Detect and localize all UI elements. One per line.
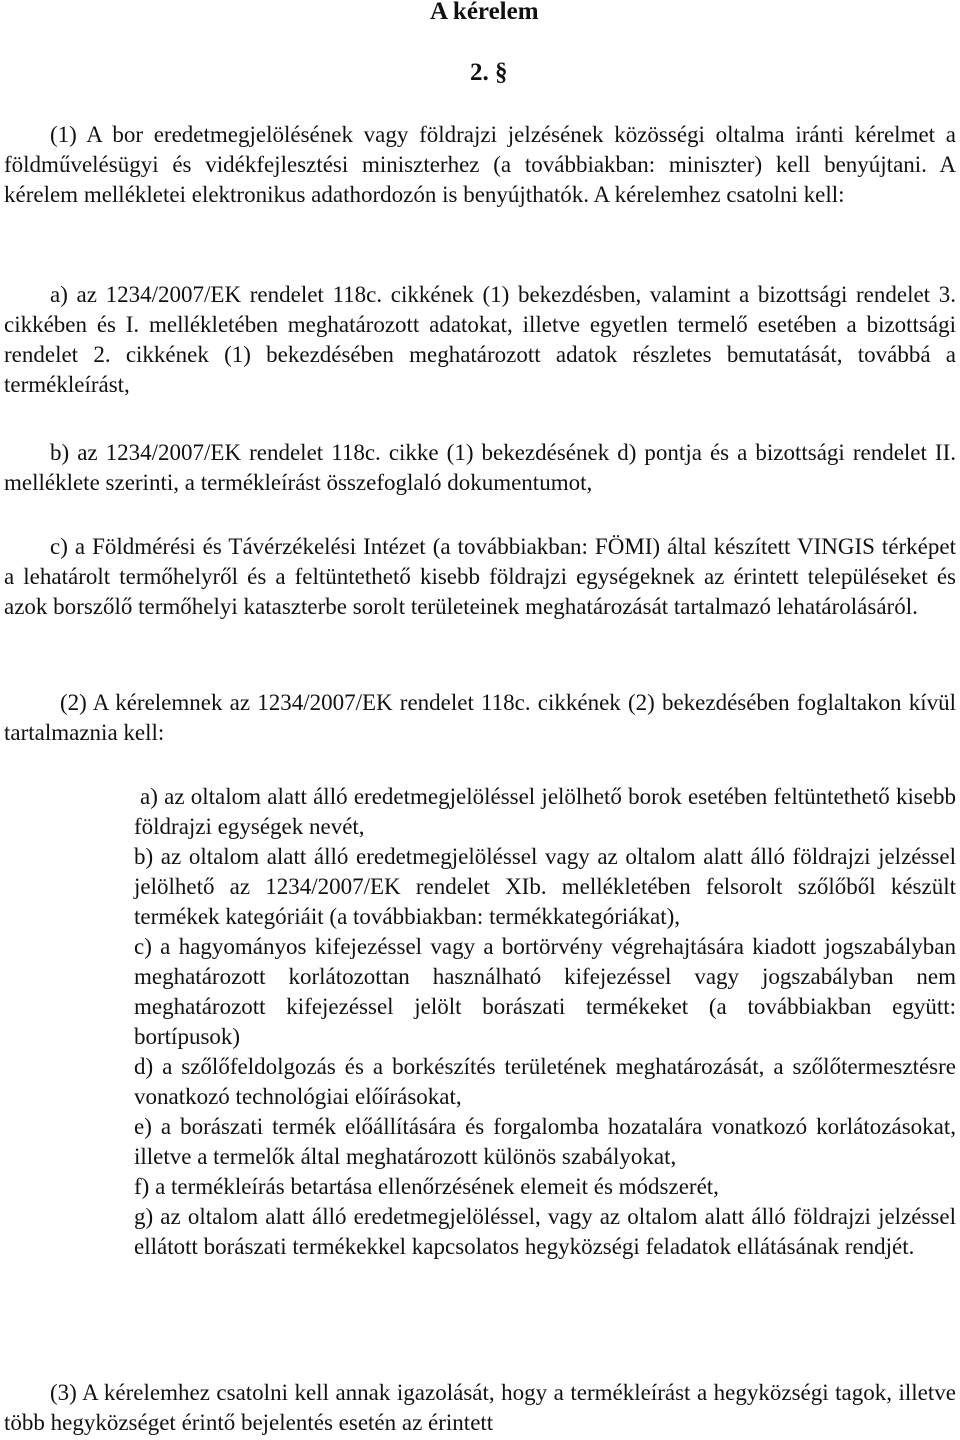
paragraph-1-item-b: b) az 1234/2007/EK rendelet 118c. cikke (1) bekezdésének d) pontja és a bizottsági rendelet II. melléklete szerinti, a termékleírást összefoglaló dokumentumot, <box>4 440 956 495</box>
paragraph-2-item-c: c) a hagyományos kifejezéssel vagy a bortörvény végrehajtására kiadott jogszabályban meghatározott korlátozottan használható kifejezéssel vagy jogszabályban nem meghatározott kifejezéssel jelölt borászati termékeket (a továbbiakban együtt: bortípusok) <box>134 934 956 1049</box>
paragraph-1-item-c: c) a Földmérési és Távérzékelési Intézet (a továbbiakban: FÖMI) által készített VINGIS térképet a lehatárolt termőhelyről és a feltüntethető kisebb földrajzi egységeknek az érintett településeket és azok borszőlő termőhelyi kataszterbe sorolt területeinek meghatározását tartalmazó lehatárolásáról. <box>4 534 956 619</box>
document-title: A kérelem <box>430 0 539 25</box>
paragraph-2-list <box>134 782 956 1262</box>
paragraph-2-item-a: a) az oltalom alatt álló eredetmegjelöléssel jelölhető borok esetében feltüntethető kisebb földrajzi egységek nevét, <box>134 784 956 839</box>
paragraph-3-intro: (3) A kérelemhez csatolni kell annak igazolását, hogy a termékleírást a hegyközségi tagok, illetve több hegyközséget érintő bejelentés esetén az érintett <box>4 1380 956 1435</box>
section-number: 2. § <box>470 59 508 86</box>
paragraph-2-item-d: d) a szőlőfeldolgozás és a borkészítés területének meghatározását, a szőlőtermesztésre vonatkozó technológiai előírásokat, <box>134 1054 956 1109</box>
paragraph-1-item-a: a) az 1234/2007/EK rendelet 118c. cikkének (1) bekezdésben, valamint a bizottsági rendelet 3. cikkében és I. mellékletében meghatározott adatokat, illetve egyetlen termelő esetében a bizottsági rendelet 2. cikkének (1) bekezdésében meghatározott adatok részletes bemutatását, továbbá a termékleírást, <box>4 282 956 397</box>
paragraph-2-item-b: b) az oltalom alatt álló eredetmegjelöléssel vagy az oltalom alatt álló földrajzi jelzéssel jelölhető az 1234/2007/EK rendelet XIb. mellékletében felsorolt szőlőből készült termékek kategóriáit (a továbbiakban: termékkategóriákat), <box>134 844 956 929</box>
paragraph-2-item-e: e) a borászati termék előállítására és forgalomba hozatalára vonatkozó korlátozásokat, illetve a termelők által meghatározott különös szabályokat, <box>134 1114 956 1169</box>
paragraph-2-intro: (2) A kérelemnek az 1234/2007/EK rendelet 118c. cikkének (2) bekezdésében foglaltakon kívül tartalmaznia kell: <box>4 690 956 745</box>
paragraph-2-item-g: g) az oltalom alatt álló eredetmegjelöléssel, vagy az oltalom alatt álló földrajzi jelzéssel ellátott borászati termékekkel kapcsolatos hegyközségi feladatok ellátásának rendjét. <box>134 1204 956 1259</box>
paragraph-1-intro: (1) A bor eredetmegjelölésének vagy földrajzi jelzésének közösségi oltalma iránti kérelmet a földművelésügyi és vidékfejlesztési miniszterhez (a továbbiakban: miniszter) kell benyújtani. A kérelem mellékletei elektronikus adathordozón is benyújthatók. A kérelemhez csatolni kell: <box>4 122 956 207</box>
paragraph-2-item-f: f) a termékleírás betartása ellenőrzésének elemeit és módszerét, <box>134 1174 719 1199</box>
